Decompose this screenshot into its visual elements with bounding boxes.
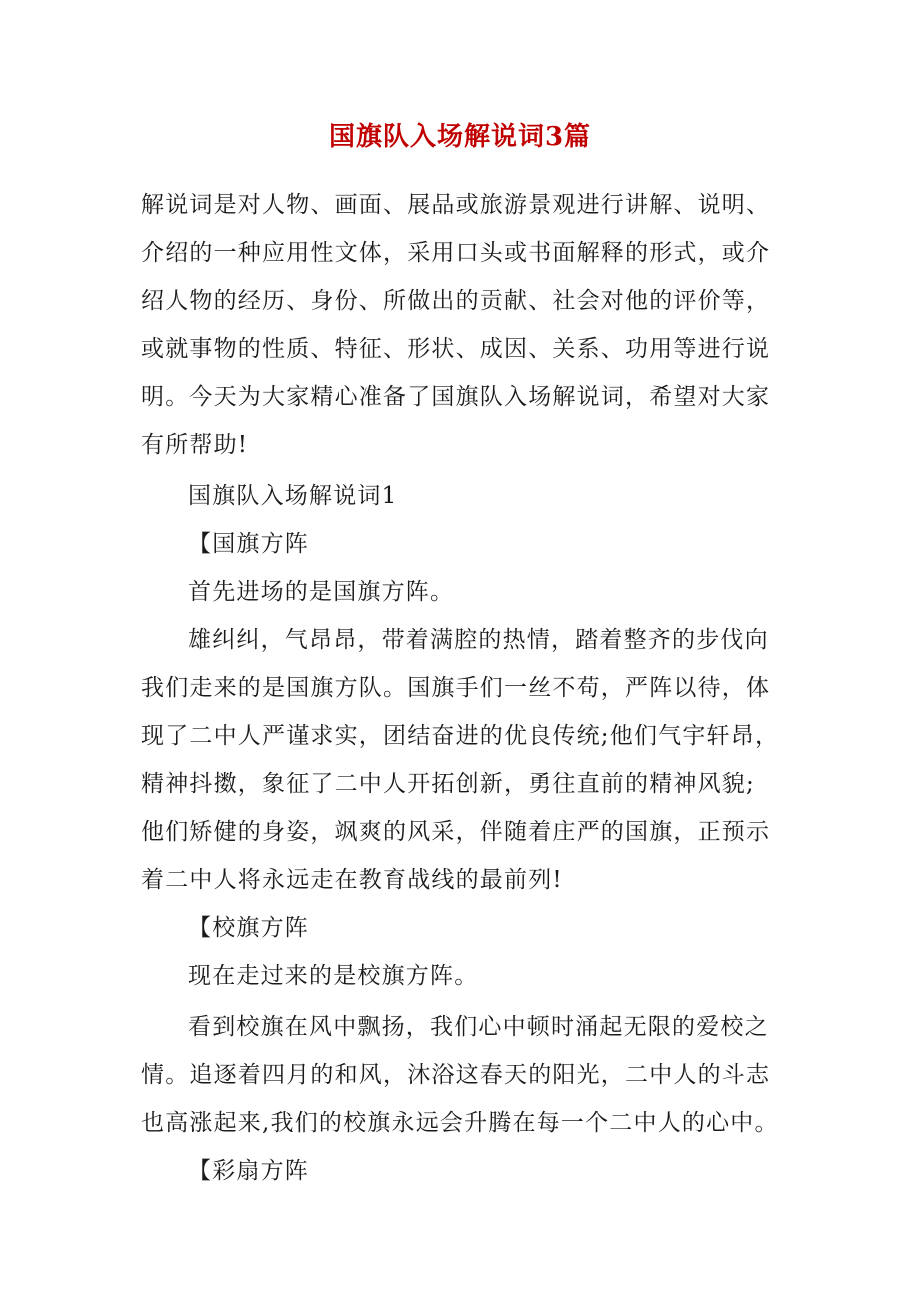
school-flag-line: 情。追逐着四月的和风，沐浴这春天的阳光，二中人的斗志 <box>141 1062 771 1088</box>
intro-line: 明。今天为大家精心准备了国旗队入场解说词，希望对大家 <box>141 384 771 410</box>
school-flag-intro: 现在走过来的是校旗方阵。 <box>188 963 479 989</box>
school-flag-line: 看到校旗在风中飘扬，我们心中顿时涌起无限的爱校之 <box>188 1014 769 1040</box>
flag-heading: 【国旗方阵 <box>188 531 309 557</box>
school-flag-heading: 【校旗方阵 <box>188 915 309 941</box>
flag-line: 现了二中人严谨求实，团结奋进的优良传统;他们气宇轩昂， <box>141 723 780 749</box>
intro-line: 绍人物的经历、身份、所做出的贡献、社会对他的评价等， <box>141 288 771 314</box>
fan-heading: 【彩扇方阵 <box>188 1158 309 1184</box>
school-flag-line: 也高涨起来,我们的校旗永远会升腾在每一个二中人的心中。 <box>141 1110 779 1136</box>
intro-line: 介绍的一种应用性文体，采用口头或书面解释的形式，或介 <box>141 240 771 266</box>
flag-line: 雄纠纠，气昂昂，带着满腔的热情，踏着整齐的步伐向 <box>188 627 769 653</box>
flag-line: 我们走来的是国旗方队。国旗手们一丝不苟，严阵以待，体 <box>141 675 771 701</box>
document-title: 国旗队入场解说词3篇 <box>328 122 592 152</box>
flag-intro: 首先进场的是国旗方阵。 <box>188 579 455 605</box>
flag-line: 精神抖擞，象征了二中人开拓创新，勇往直前的精神风貌; <box>141 771 755 797</box>
intro-line: 有所帮助! <box>141 432 249 458</box>
intro-line: 解说词是对人物、画面、展品或旅游景观进行讲解、说明、 <box>141 192 771 218</box>
section-heading: 国旗队入场解说词1 <box>188 483 398 509</box>
intro-line: 或就事物的性质、特征、形状、成因、关系、功用等进行说 <box>141 336 771 362</box>
flag-line: 着二中人将永远走在教育战线的最前列! <box>141 867 563 893</box>
flag-line: 他们矫健的身姿，飒爽的风采，伴随着庄严的国旗，正预示 <box>141 819 771 845</box>
